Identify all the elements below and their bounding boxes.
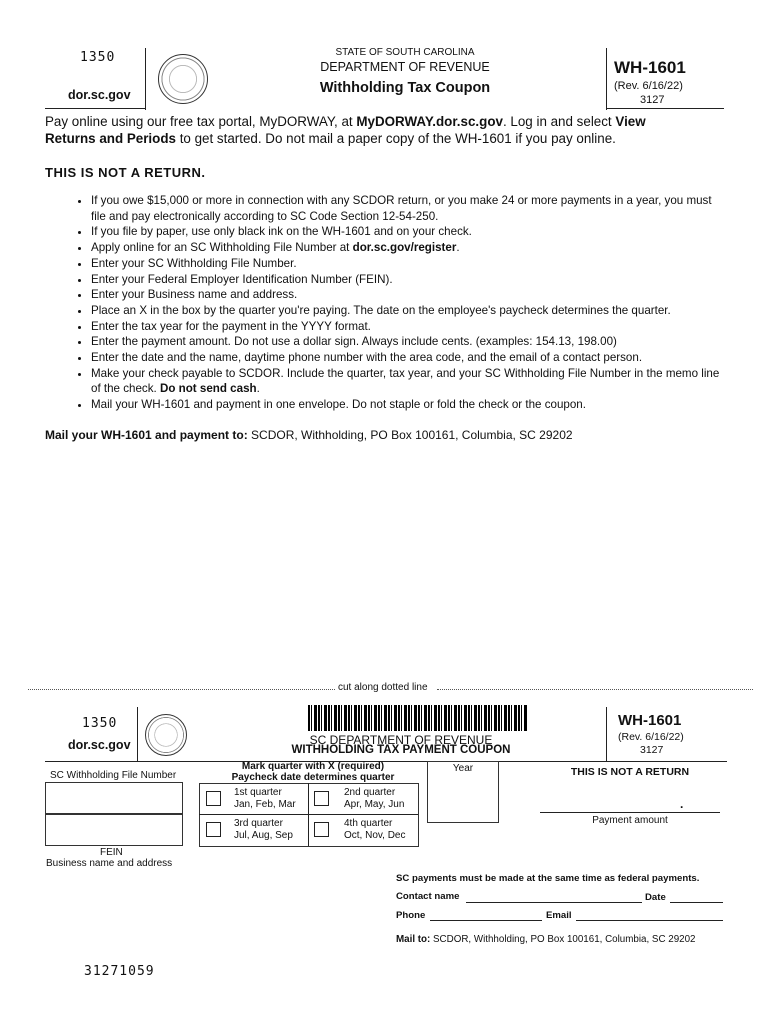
q2-name: 2nd quarter <box>344 787 396 798</box>
coupon-mail-address: SCDOR, Withholding, PO Box 100161, Columbia, SC 29202 <box>430 934 696 945</box>
q3-name: 3rd quarter <box>234 818 283 829</box>
q4-checkbox[interactable] <box>314 822 329 837</box>
coupon-form-code: 1350 <box>82 716 118 731</box>
mark-quarter-label: Mark quarter with X (required) <box>241 761 385 772</box>
intro-text: . Log in and select <box>502 114 616 129</box>
mail-address: SCDOR, Withholding, PO Box 100161, Columbia, SC 29202 <box>247 428 573 442</box>
list-item: • Apply online for an SC Withholding File Number at dor.sc.gov/register. <box>91 240 723 256</box>
sc-payments-note: SC payments must be made at the same time as federal payments. <box>396 873 700 884</box>
q1-months: Jan, Feb, Mar <box>234 799 296 810</box>
list-item: • Place an X in the box by the quarter you're paying. The date on the employee's paycheck determines the quarter. <box>91 303 723 319</box>
form-number: WH-1601 <box>614 58 686 77</box>
file-number-label: SC Withholding File Number <box>50 770 177 781</box>
quarter-grid-hline <box>199 814 418 815</box>
list-item: • Mail your WH-1601 and payment in one envelope. Do not staple or fold the check or the coupon. <box>91 397 723 413</box>
coupon-not-return: THIS IS NOT A RETURN <box>570 766 690 778</box>
list-item: • Enter your Federal Employer Identification Number (FEIN). <box>91 272 723 288</box>
q3-checkbox[interactable] <box>206 822 221 837</box>
fein-label: FEIN <box>100 847 123 858</box>
decimal-point: . <box>680 797 684 811</box>
no-cash-note: Do not send cash <box>159 382 257 396</box>
state-seal-logo <box>158 54 208 104</box>
file-number-field[interactable] <box>45 782 183 814</box>
payment-amount-field[interactable] <box>540 812 720 813</box>
email-label: Email <box>546 910 572 921</box>
coupon-title: WITHHOLDING TAX PAYMENT COUPON <box>291 744 511 756</box>
q2-checkbox[interactable] <box>314 791 329 806</box>
payment-amount-label: Payment amount <box>592 815 668 826</box>
list-item: • Enter the date and the name, daytime phone number with the area code, and the email of a contact person. <box>91 350 723 366</box>
contact-label: Contact name <box>396 891 460 902</box>
coupon-website: dor.sc.gov <box>68 738 131 752</box>
form-code: 1350 <box>80 50 116 65</box>
coupon-divider-right <box>606 707 607 762</box>
intro-text: to get started. Do not mail a paper copy of the WH-1601 if you pay online. <box>175 131 616 146</box>
q3-months: Jul, Aug, Sep <box>234 830 293 841</box>
header-underline-right <box>606 108 724 109</box>
online-payment-notice <box>45 113 735 147</box>
q1-checkbox[interactable] <box>206 791 221 806</box>
coupon-dept: SC DEPARTMENT OF REVENUE <box>309 733 493 747</box>
intro-bold: Returns and Periods <box>45 131 176 146</box>
coupon-divider-left <box>137 707 138 762</box>
mail-to-line <box>45 428 573 442</box>
dept-name: DEPARTMENT OF REVENUE <box>320 60 490 74</box>
mail-label: Mail your WH-1601 and payment to: <box>45 428 248 442</box>
mydorway-link[interactable]: MyDORWAY.dor.sc.gov <box>356 114 503 129</box>
q2-months: Apr, May, Jun <box>344 799 405 810</box>
state-name: STATE OF SOUTH CAROLINA <box>335 47 475 58</box>
list-item: • Enter the payment amount. Do not use a dollar sign. Always include cents. (examples: 154.13, 198.00) <box>91 334 723 350</box>
list-item: • If you file by paper, use only black ink on the WH-1601 and on your check. <box>91 224 723 240</box>
fein-field[interactable] <box>45 814 183 846</box>
contact-name-field[interactable] <box>466 902 642 903</box>
paycheck-note: Paycheck date determines quarter <box>231 772 395 783</box>
q4-months: Oct, Nov, Dec <box>344 830 406 841</box>
form-title: Withholding Tax Coupon <box>319 80 491 96</box>
list-item: • Enter the tax year for the payment in the YYYY format. <box>91 319 723 335</box>
date-label: Date <box>645 892 666 903</box>
coupon-mail-label: Mail to: <box>396 934 431 945</box>
cut-line-right <box>437 689 753 690</box>
intro-text: Pay online using our free tax portal, MyDORWAY, at <box>45 114 357 129</box>
business-label: Business name and address <box>46 858 173 869</box>
q1-name: 1st quarter <box>234 787 282 798</box>
header-divider-right <box>606 48 607 110</box>
coupon-revision: (Rev. 6/16/22) <box>618 731 684 743</box>
email-field[interactable] <box>576 920 723 921</box>
scan-code: 31271059 <box>84 964 155 979</box>
website: dor.sc.gov <box>68 88 131 102</box>
revision-date: (Rev. 6/16/22) <box>614 80 683 92</box>
list-item: • Enter your Business name and address. <box>91 287 723 303</box>
coupon-code: 3127 <box>640 744 664 756</box>
q4-name: 4th quarter <box>344 818 393 829</box>
not-a-return-heading: THIS IS NOT A RETURN. <box>45 165 206 180</box>
year-label: Year <box>452 763 474 774</box>
list-item: • Enter your SC Withholding File Number. <box>91 256 723 272</box>
coupon-state-seal-logo <box>145 714 187 756</box>
date-field[interactable] <box>670 902 723 903</box>
coupon-mail-to <box>396 934 696 945</box>
cut-line-label: cut along dotted line <box>338 682 428 693</box>
coupon-barcode <box>308 705 528 731</box>
instructions-list <box>73 193 723 413</box>
coupon-form-number: WH-1601 <box>618 712 682 729</box>
register-link[interactable]: dor.sc.gov/register <box>352 241 457 255</box>
phone-label: Phone <box>396 910 426 921</box>
cut-line-left <box>28 689 335 690</box>
header-underline-left <box>45 108 145 109</box>
intro-bold: View <box>615 114 646 129</box>
form-code-3127: 3127 <box>640 94 665 106</box>
list-item: • Make your check payable to SCDOR. Include the quarter, tax year, and your SC Withholding File Number in the memo line of the check. Do not send cash. <box>91 366 723 397</box>
phone-field[interactable] <box>430 920 542 921</box>
list-item: • If you owe $15,000 or more in connection with any SCDOR return, or you make 24 or more payments in a year, you must file and pay electronically according to SC Code Section 12-54-250. <box>91 193 723 224</box>
header-divider-left <box>145 48 146 110</box>
